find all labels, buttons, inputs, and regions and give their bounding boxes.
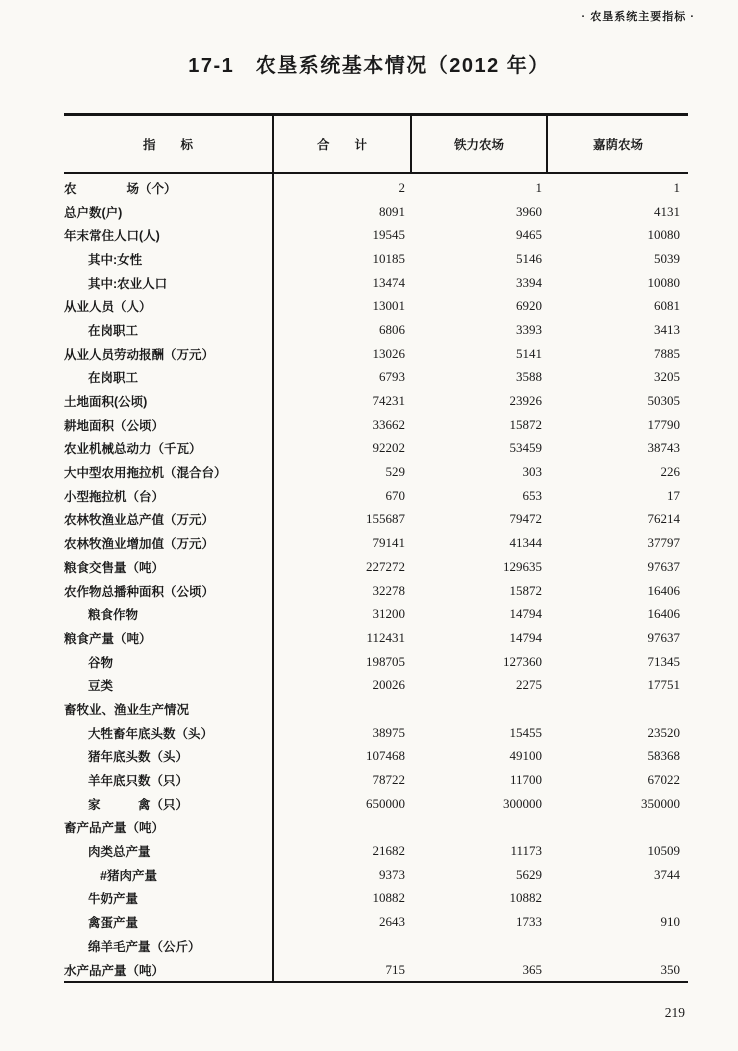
table-row	[64, 887, 688, 911]
row-label: 小型拖拉机（台）	[64, 489, 165, 504]
row-label: 总户数(户)	[64, 205, 123, 220]
row-label: 其中:农业人口	[88, 276, 168, 291]
cell-value: 10080	[647, 227, 680, 243]
cell-value: 13474	[372, 274, 405, 290]
row-label: 畜产品产量（吨）	[64, 821, 165, 836]
row-label: 从业人员劳动报酬（万元）	[64, 347, 215, 362]
table-row	[64, 745, 688, 769]
cell-value: 5039	[654, 250, 680, 266]
cell-value: 38743	[647, 440, 680, 456]
cell-value: 19545	[372, 227, 405, 243]
cell-value: 5141	[516, 345, 542, 361]
cell-value: 23926	[509, 393, 542, 409]
row-label: 禽蛋产量	[88, 916, 139, 931]
table-row	[64, 816, 688, 840]
cell-value: 21682	[372, 843, 405, 859]
table-row	[64, 247, 688, 271]
cell-value: 67022	[647, 772, 680, 788]
cell-value: 16406	[647, 606, 680, 622]
cell-value: 6920	[516, 298, 542, 314]
cell-value: 3205	[654, 369, 680, 385]
row-label: 在岗职工	[88, 323, 139, 338]
cell-value: 5146	[516, 250, 542, 266]
row-label: 农林牧渔业总产值（万元）	[64, 513, 215, 528]
table-row	[64, 839, 688, 863]
column-header-total: 合 计	[272, 116, 410, 172]
row-label: 羊年底只数（只）	[88, 774, 189, 789]
cell-value: 31200	[372, 606, 405, 622]
cell-value: 155687	[366, 511, 405, 527]
cell-value: 129635	[503, 558, 542, 574]
cell-value: 17790	[647, 416, 680, 432]
table-body	[64, 174, 688, 983]
cell-value: 37797	[647, 535, 680, 551]
row-label: #猪肉产量	[100, 868, 157, 883]
table-row	[64, 366, 688, 390]
cell-value: 97637	[647, 558, 680, 574]
page-number: 219	[664, 1005, 685, 1020]
table-row	[64, 223, 688, 247]
cell-value: 50305	[647, 393, 680, 409]
row-label: 其中:女性	[88, 252, 143, 267]
cell-value: 529	[385, 464, 405, 480]
table-row	[64, 508, 688, 532]
row-label: 农 场（个）	[64, 181, 177, 196]
row-label: 大中型农用拖拉机（混合台）	[64, 466, 227, 481]
cell-value: 15872	[509, 416, 542, 432]
cell-value: 1	[673, 179, 680, 195]
row-label: 从业人员（人）	[64, 300, 152, 315]
cell-value: 20026	[372, 677, 405, 693]
table-row	[64, 294, 688, 318]
cell-value: 78722	[372, 772, 405, 788]
cell-value: 2643	[379, 914, 405, 930]
page-title: 17-1 农垦系统基本情况（2012 年）	[188, 55, 550, 77]
table-row	[64, 863, 688, 887]
cell-value: 79472	[509, 511, 542, 527]
cell-value: 303	[522, 464, 542, 480]
table-row	[64, 673, 688, 697]
cell-value: 10882	[372, 890, 405, 906]
cell-value: 58368	[647, 748, 680, 764]
cell-value: 92202	[372, 440, 405, 456]
cell-value: 910	[660, 914, 680, 930]
cell-value: 16406	[647, 582, 680, 598]
row-label: 农作物总播种面积（公顷）	[64, 584, 215, 599]
cell-value: 127360	[503, 653, 542, 669]
table-row	[64, 200, 688, 224]
cell-value: 4131	[654, 203, 680, 219]
cell-value: 9465	[516, 227, 542, 243]
cell-value: 226	[660, 464, 680, 480]
cell-value: 198705	[366, 653, 405, 669]
row-label: 谷物	[88, 655, 114, 670]
cell-value: 227272	[366, 558, 405, 574]
cell-value: 1	[535, 179, 542, 195]
cell-value: 3588	[516, 369, 542, 385]
cell-value: 14794	[509, 629, 542, 645]
cell-value: 76214	[647, 511, 680, 527]
basic-situation-table	[64, 113, 688, 983]
cell-value: 10080	[647, 274, 680, 290]
cell-value: 15872	[509, 582, 542, 598]
column-header-indicator: 指 标	[142, 138, 193, 152]
cell-value: 3393	[516, 321, 542, 337]
cell-value: 2	[398, 179, 405, 195]
table-row	[64, 934, 688, 958]
cell-value: 3744	[654, 866, 680, 882]
table-row	[64, 910, 688, 934]
row-label: 粮食作物	[88, 608, 139, 623]
cell-value: 350	[660, 961, 680, 977]
table-row	[64, 413, 688, 437]
cell-value: 650000	[366, 795, 405, 811]
row-label: 粮食产量（吨）	[64, 631, 152, 646]
cell-value: 11173	[510, 843, 542, 859]
row-label: 牛奶产量	[88, 892, 139, 907]
cell-value: 350000	[641, 795, 680, 811]
row-label: 畜牧业、渔业生产情况	[64, 702, 190, 717]
table-row	[64, 460, 688, 484]
column-header-tieli-farm: 铁力农场	[410, 116, 546, 172]
row-label: 猪年底头数（头）	[88, 750, 189, 765]
table-row	[64, 697, 688, 721]
table-row	[64, 437, 688, 461]
cell-value: 49100	[509, 748, 542, 764]
column-header-jiayin-farm: 嘉荫农场	[546, 116, 688, 172]
cell-value: 6793	[379, 369, 405, 385]
cell-value: 23520	[647, 724, 680, 740]
cell-value: 7885	[654, 345, 680, 361]
cell-value: 670	[385, 487, 405, 503]
row-label: 在岗职工	[88, 371, 139, 386]
cell-value: 11700	[509, 772, 542, 788]
table-row	[64, 579, 688, 603]
table-row	[64, 958, 688, 982]
section-corner-label: · 农垦系统主要指标 ·	[581, 11, 695, 23]
cell-value: 79141	[372, 535, 405, 551]
row-label: 农林牧渔业增加值（万元）	[64, 537, 215, 552]
cell-value: 38975	[372, 724, 405, 740]
cell-value: 2275	[516, 677, 542, 693]
cell-value: 9373	[379, 866, 405, 882]
cell-value: 8091	[379, 203, 405, 219]
cell-value: 715	[385, 961, 405, 977]
cell-value: 5629	[516, 866, 542, 882]
row-label: 耕地面积（公顷）	[64, 418, 165, 433]
cell-value: 41344	[509, 535, 542, 551]
cell-value: 107468	[366, 748, 405, 764]
table-row	[64, 792, 688, 816]
cell-value: 3960	[516, 203, 542, 219]
table-row	[64, 555, 688, 579]
row-label: 家 禽（只）	[88, 797, 189, 812]
cell-value: 10882	[509, 890, 542, 906]
cell-value: 17	[667, 487, 680, 503]
table-header-row	[64, 113, 688, 174]
cell-value: 17751	[647, 677, 680, 693]
row-label: 农业机械总动力（千瓦）	[64, 442, 202, 457]
cell-value: 71345	[647, 653, 680, 669]
table-row	[64, 318, 688, 342]
cell-value: 10185	[372, 250, 405, 266]
table-row	[64, 768, 688, 792]
stub-column-divider	[272, 174, 274, 981]
cell-value: 13026	[372, 345, 405, 361]
cell-value: 1733	[516, 914, 542, 930]
cell-value: 365	[522, 961, 542, 977]
cell-value: 653	[522, 487, 542, 503]
cell-value: 6806	[379, 321, 405, 337]
table-row	[64, 531, 688, 555]
table-row	[64, 271, 688, 295]
cell-value: 53459	[509, 440, 542, 456]
row-label: 豆类	[88, 679, 114, 694]
cell-value: 14794	[509, 606, 542, 622]
cell-value: 300000	[503, 795, 542, 811]
cell-value: 3394	[516, 274, 542, 290]
row-label: 大牲畜年底头数（头）	[88, 726, 214, 741]
table-row	[64, 626, 688, 650]
cell-value: 15455	[509, 724, 542, 740]
cell-value: 32278	[372, 582, 405, 598]
cell-value: 112431	[366, 629, 405, 645]
cell-value: 13001	[372, 298, 405, 314]
row-label: 粮食交售量（吨）	[64, 560, 165, 575]
cell-value: 33662	[372, 416, 405, 432]
row-label: 绵羊毛产量（公斤）	[88, 939, 201, 954]
cell-value: 3413	[654, 321, 680, 337]
cell-value: 10509	[647, 843, 680, 859]
cell-value: 97637	[647, 629, 680, 645]
table-row	[64, 721, 688, 745]
table-row	[64, 389, 688, 413]
table-row	[64, 484, 688, 508]
table-row	[64, 176, 688, 200]
row-label: 肉类总产量	[88, 845, 151, 860]
row-label: 水产品产量（吨）	[64, 963, 165, 978]
cell-value: 6081	[654, 298, 680, 314]
row-label: 土地面积(公顷)	[64, 395, 148, 410]
cell-value: 74231	[372, 393, 405, 409]
table-row	[64, 602, 688, 626]
table-row	[64, 342, 688, 366]
row-label: 年末常住人口(人)	[64, 229, 160, 244]
table-row	[64, 650, 688, 674]
